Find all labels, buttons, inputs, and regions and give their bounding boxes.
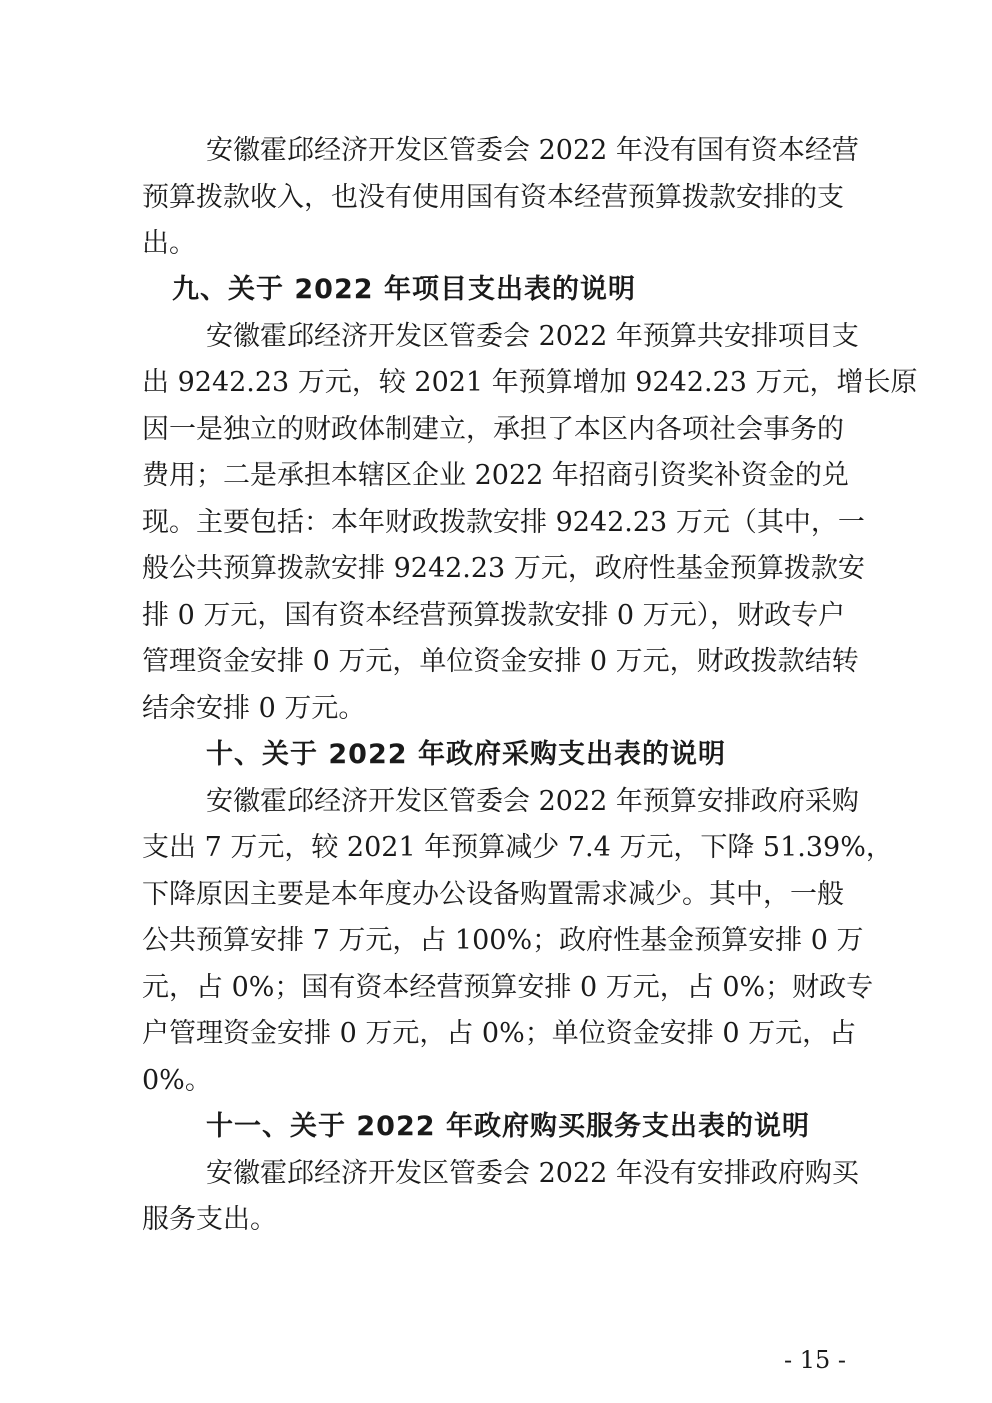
paragraph-line: 安徽霍邱经济开发区管委会 2022 年预算共安排项目支	[206, 321, 859, 352]
paragraph-line: 公共预算安排 7 万元，占 100%；政府性基金预算安排 0 万	[142, 925, 864, 956]
paragraph-line: 下降原因主要是本年度办公设备购置需求减少。其中，一般	[142, 879, 844, 910]
paragraph-line: 0%。	[142, 1065, 212, 1096]
section-heading: 十一、关于 2022 年政府购买服务支出表的说明	[206, 1111, 810, 1142]
paragraph-line: 出。	[142, 228, 196, 259]
paragraph-line: 支出 7 万元，较 2021 年预算减少 7.4 万元，下降 51.39%，	[142, 832, 893, 863]
paragraph-line: 费用；二是承担本辖区企业 2022 年招商引资奖补资金的兑	[142, 460, 849, 491]
paragraph-line: 服务支出。	[142, 1204, 277, 1235]
section-heading: 九、关于 2022 年项目支出表的说明	[172, 274, 636, 305]
paragraph-line: 般公共预算拨款安排 9242.23 万元，政府性基金预算拨款安	[142, 553, 865, 584]
paragraph-line: 元，占 0%；国有资本经营预算安排 0 万元，占 0%；财政专	[142, 972, 874, 1003]
paragraph-line: 安徽霍邱经济开发区管委会 2022 年预算安排政府采购	[206, 786, 859, 817]
paragraph-line: 安徽霍邱经济开发区管委会 2022 年没有安排政府购买	[206, 1158, 859, 1189]
paragraph-line: 管理资金安排 0 万元，单位资金安排 0 万元，财政拨款结转	[142, 646, 859, 677]
paragraph-line: 预算拨款收入，也没有使用国有资本经营预算拨款安排的支	[142, 182, 844, 213]
paragraph-line: 户管理资金安排 0 万元，占 0%；单位资金安排 0 万元，占	[142, 1018, 857, 1049]
paragraph-line: 安徽霍邱经济开发区管委会 2022 年没有国有资本经营	[206, 135, 859, 166]
paragraph-line: 出 9242.23 万元，较 2021 年预算增加 9242.23 万元，增长原	[142, 367, 918, 398]
paragraph-line: 结余安排 0 万元。	[142, 693, 366, 724]
section-heading: 十、关于 2022 年政府采购支出表的说明	[206, 739, 726, 770]
paragraph-line: 排 0 万元，国有资本经营预算拨款安排 0 万元），财政专户	[142, 600, 846, 631]
page-number: - 15 -	[783, 1346, 846, 1374]
paragraph-line: 现。主要包括：本年财政拨款安排 9242.23 万元（其中，一	[142, 507, 865, 538]
paragraph-line: 因一是独立的财政体制建立，承担了本区内各项社会事务的	[142, 414, 844, 445]
